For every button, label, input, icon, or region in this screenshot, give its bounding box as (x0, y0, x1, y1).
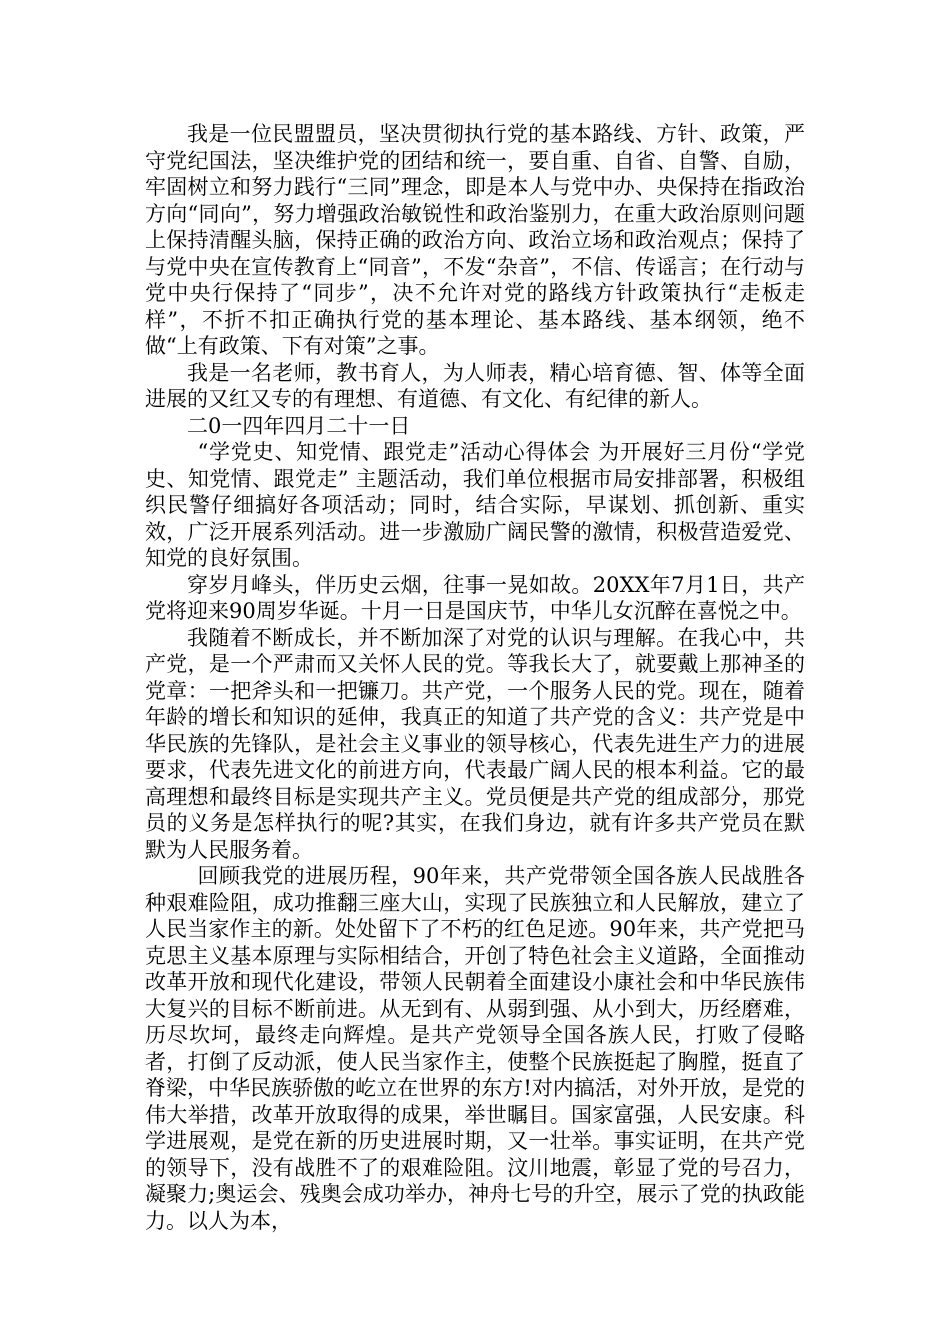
paragraph-history: 回顾我党的进展历程，90年来，共产党带领全国各族人民战胜各种艰难险阻，成功推翻三座大山，实现了民族独立和人民解放，建立了人民当家作主的新。处处留下了不朽的红色足迹。90年来，共产党把马克思主义基本原理与实际相结合，开创了特色社会主义道路，全面推动改革开放和现代化建设，带领人民朝着全面建设小康社会和中华民族伟大复兴的目标不断前进。从无到有、从弱到强、从小到大，历经磨难，历尽坎坷，最终走向辉煌。是共产党领导全国各族人民，打败了侵略者，打倒了反动派，使人民当家作主，使整个民族挺起了胸膛，挺直了脊梁，中华民族骄傲的屹立在世界的东方!对内搞活，对外开放，是党的伟大举措，改革开放取得的成果，举世瞩目。国家富强，人民安康。科学进展观，是党在新的历史进展时期，又一壮举。事实证明，在共产党的领导下，没有战胜不了的艰难险阻。汶川地震，彰显了党的号召力，凝聚力;奥运会、残奥会成功举办，神舟七号的升空，展示了党的执政能力。以人为本， (145, 864, 805, 1233)
date-line: 二0一四年四月二十一日 (187, 413, 411, 438)
paragraph-pledge: 我是一位民盟盟员，坚决贯彻执行党的基本路线、方针、政策，严守党纪国法，坚决维护党的团结和统一，要自重、自省、自警、自励，牢固树立和努力践行“三同”理念，即是本人与党中办、央保持在指政治方向“同向”，努力增强政治敏锐性和政治鉴别力，在重大政治原则问题上保持清醒头脑，保持正确的政治方向、政治立场和政治观点；保持了与党中央在宣传教育上“同音”，不发“杂音”，不信、传谣言；在行动与党中央行保持了“同步”，决不允许对党的路线方针政策执行“走板走样”，不折不扣正确执行党的基本理论、基本路线、基本纲领，绝不做“上有政策、下有对策”之事。 (145, 122, 805, 358)
paragraph-anniversary: 穿岁月峰头，伴历史云烟，往事一晃如故。20XX年7月1日，共产党将迎来90周岁华诞。十月一日是国庆节，中华儿女沉醉在喜悦之中。 (145, 572, 805, 623)
paragraph-activity: “学党史、知党情、跟党走”活动心得体会 为开展好三月份“学党史、知党情、跟党走” 主题活动，我们单位根据市局安排部署，积极组织民警仔细搞好各项活动；同时，结合实际，早谋划、抓创新、重实效，广泛开展系列活动。进一步激励广阔民警的激情，积极营造爱党、知党的良好氛围。 (145, 440, 805, 570)
document-page (145, 121, 805, 1234)
paragraph-teacher: 我是一名老师，教书育人，为人师表，精心培育德、智、体等全面进展的又红又专的有理想、有道德、有文化、有纪律的新人。 (145, 360, 805, 411)
paragraph-understanding: 我随着不断成长，并不断加深了对党的认识与理解。在我心中，共产党，是一个严肃而又关怀人民的党。等我长大了，就要戴上那神圣的党章：一把斧头和一把镰刀。共产党，一个服务人民的党。现在，随着年龄的增长和知识的延伸，我真正的知道了共产党的含义：共产党是中华民族的先锋队，是社会主义事业的领导核心，代表先进生产力的进展要求，代表先进文化的前进方向，代表最广阔人民的根本利益。它的最高理想和最终目标是实现共产主义。党员便是共产党的组成部分，那党员的义务是怎样执行的呢?其实，在我们身边，就有许多共产党员在默默为人民服务着。 (145, 625, 805, 862)
